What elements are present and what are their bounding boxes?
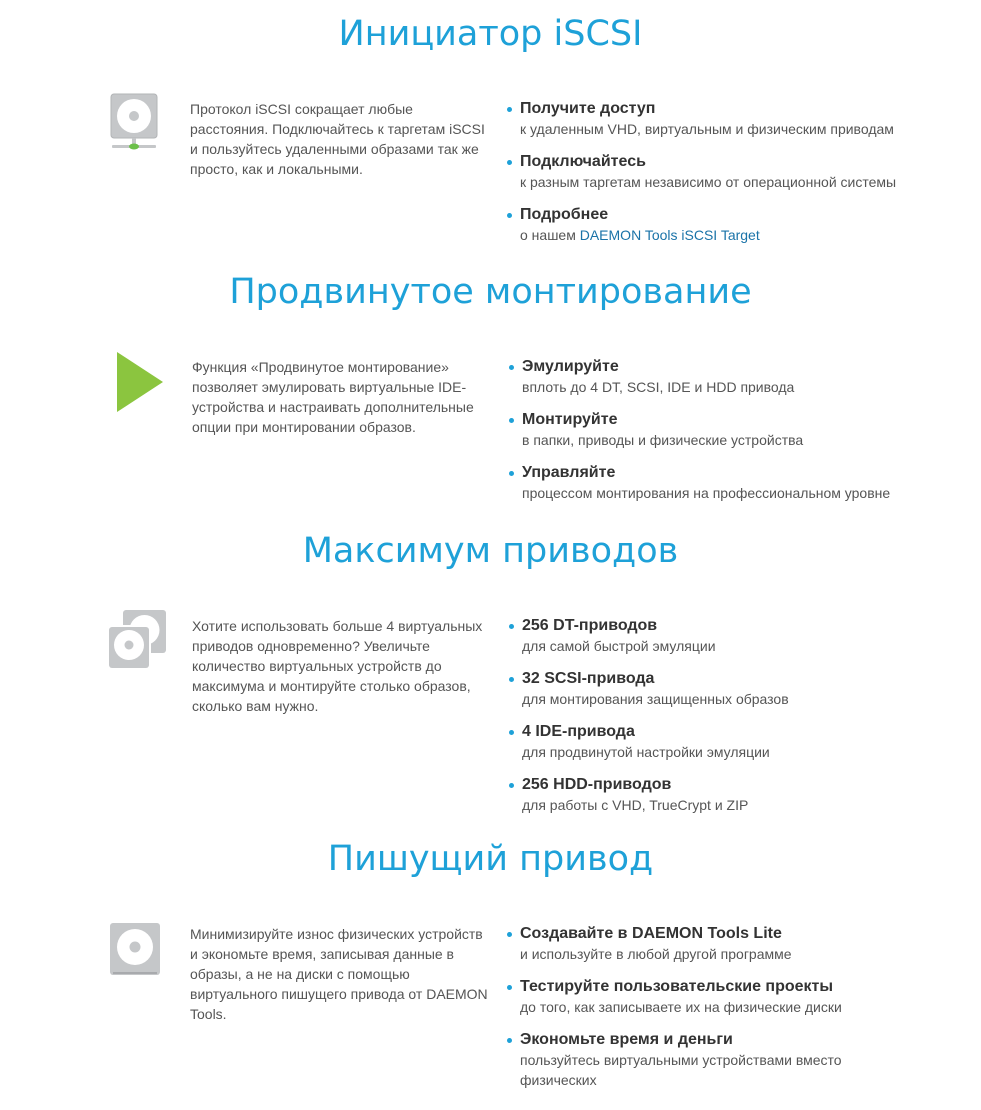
feature-title: Тестируйте пользовательские проекты — [520, 978, 834, 995]
feature-item — [522, 616, 942, 656]
feature-list — [522, 616, 942, 828]
feature-subtitle: и используйте в любой другой программе — [520, 946, 792, 962]
feature-item — [522, 722, 942, 762]
feature-list — [520, 924, 940, 1103]
feature-subtitle: для продвинутой настройки эмуляции — [522, 744, 770, 760]
feature-item — [522, 775, 942, 815]
play-icon — [116, 352, 164, 412]
iscsi-disc-icon — [108, 92, 160, 152]
section-title: Продвинутое монтирование — [229, 272, 752, 312]
feature-title: Монтируйте — [522, 411, 618, 428]
feature-item — [520, 99, 940, 139]
feature-item — [522, 410, 942, 450]
feature-item — [522, 463, 942, 503]
feature-title: Экономьте время и деньги — [520, 1031, 733, 1048]
disc-writer-icon — [108, 921, 162, 979]
feature-item — [522, 357, 942, 397]
feature-subtitle-prefix: о нашем — [520, 227, 580, 243]
feature-item — [520, 1030, 940, 1090]
feature-title: 4 IDE-привода — [522, 723, 635, 740]
feature-title: Подключайтесь — [520, 153, 646, 170]
feature-subtitle: вплоть до 4 DT, SCSI, IDE и HDD привода — [522, 379, 795, 395]
feature-title: Создавайте в DAEMON Tools Lite — [520, 925, 782, 942]
feature-item — [520, 924, 940, 964]
feature-title: Управляйте — [522, 464, 616, 481]
feature-title: 256 DT-приводов — [522, 617, 658, 634]
feature-title: 256 HDD-приводов — [522, 776, 672, 793]
feature-subtitle: в папки, приводы и физические устройства — [522, 432, 804, 448]
section-title: Максимум приводов — [302, 531, 679, 571]
feature-subtitle: процессом монтирования на профессиональном уровне — [522, 485, 891, 501]
feature-item — [522, 669, 942, 709]
feature-list — [520, 99, 940, 258]
section-description: Минимизируйте износ физических устройств и экономьте время, записывая данные в образы, а не на диски с помощью виртуального пишущего привода от DAEMON Tools. — [190, 926, 488, 1022]
feature-title: 32 SCSI-привода — [522, 670, 655, 687]
section-description: Протокол iSCSI сокращает любые расстояния. Подключайтесь к таргетам iSCSI и пользуйтесь удаленными образами так же просто, как и локальными. — [190, 101, 485, 177]
feature-subtitle — [520, 225, 940, 245]
feature-title: Получите доступ — [520, 100, 656, 117]
feature-subtitle: пользуйтесь виртуальными устройствами вместо физических — [520, 1052, 842, 1088]
feature-subtitle: до того, как записываете их на физические диски — [520, 999, 842, 1015]
feature-title: Эмулируйте — [522, 358, 619, 375]
feature-item — [520, 152, 940, 192]
feature-subtitle: для монтирования защищенных образов — [522, 691, 789, 707]
feature-subtitle: для самой быстрой эмуляции — [522, 638, 716, 654]
section-title: Пишущий привод — [327, 839, 654, 879]
feature-subtitle: для работы с VHD, TrueCrypt и ZIP — [522, 797, 749, 813]
section-description: Функция «Продвинутое монтирование» позволяет эмулировать виртуальные IDE-устройства и настраивать дополнительные опции при монтировании образов. — [192, 359, 474, 435]
multiple-discs-icon — [106, 609, 168, 671]
feature-item — [520, 977, 940, 1017]
feature-item — [520, 205, 940, 245]
iscsi-target-link[interactable]: DAEMON Tools iSCSI Target — [579, 227, 760, 243]
section-description: Хотите использовать больше 4 виртуальных приводов одновременно? Увеличьте количество виртуальных устройств до максимума и монтируйте столько образов, сколько вам нужно. — [192, 618, 483, 714]
section-title: Инициатор iSCSI — [338, 14, 643, 54]
feature-subtitle: к удаленным VHD, виртуальным и физическим приводам — [520, 121, 894, 137]
feature-list — [522, 357, 942, 516]
feature-subtitle: к разным таргетам независимо от операционной системы — [520, 174, 897, 190]
feature-title: Подробнее — [520, 206, 609, 223]
